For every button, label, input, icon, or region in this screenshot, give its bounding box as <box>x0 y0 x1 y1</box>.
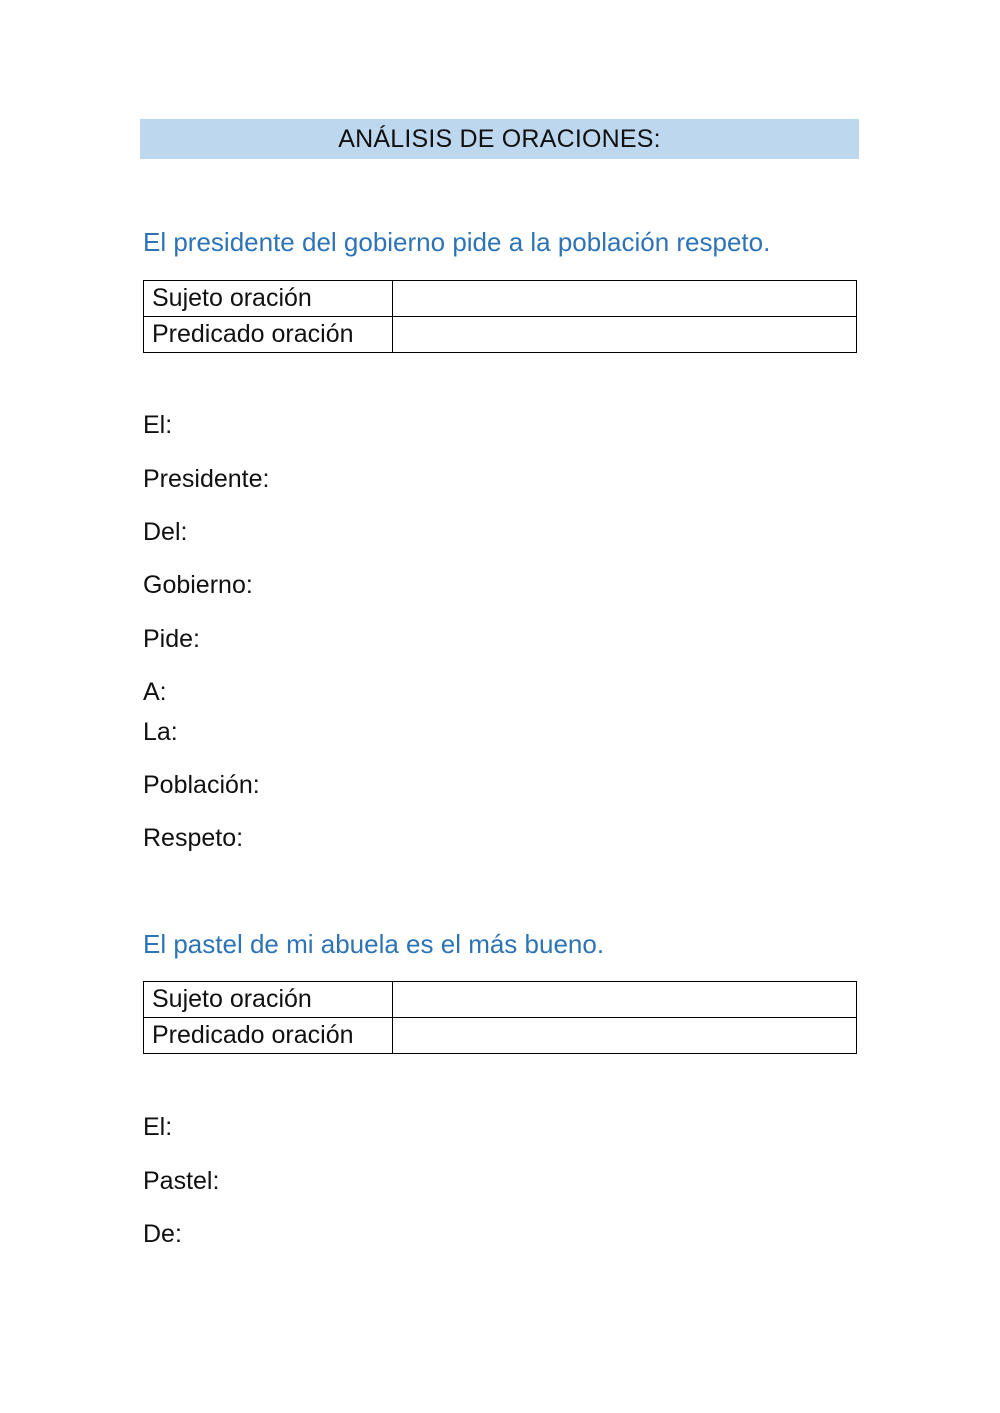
word-label: Respeto: <box>143 824 244 852</box>
predicate-answer-field[interactable] <box>393 1018 857 1054</box>
subject-answer-field[interactable] <box>393 982 857 1018</box>
word-label: El: <box>143 1113 173 1141</box>
predicate-label: Predicado oración <box>144 1018 393 1054</box>
word-label: Población: <box>143 771 260 799</box>
sentence-2: El pastel de mi abuela es el más bueno. <box>143 929 605 959</box>
word-label: Pastel: <box>143 1167 220 1195</box>
table-row <box>144 281 857 317</box>
word-label: La: <box>143 718 178 746</box>
word-label: El: <box>143 411 173 439</box>
subject-label: Sujeto oración <box>144 982 393 1018</box>
predicate-answer-field[interactable] <box>393 317 857 353</box>
analysis-table-1 <box>143 280 857 353</box>
subject-label: Sujeto oración <box>144 281 393 317</box>
word-label: De: <box>143 1220 182 1248</box>
word-label: Pide: <box>143 625 200 653</box>
word-label: Presidente: <box>143 465 270 493</box>
word-label: A: <box>143 678 167 706</box>
predicate-label: Predicado oración <box>144 317 393 353</box>
word-label: Gobierno: <box>143 571 253 599</box>
table-row <box>144 982 857 1018</box>
analysis-table-2 <box>143 981 857 1054</box>
subject-answer-field[interactable] <box>393 281 857 317</box>
sentence-1: El presidente del gobierno pide a la población respeto. <box>143 227 771 257</box>
table-row <box>144 1018 857 1054</box>
page-title: ANÁLISIS DE ORACIONES: <box>140 119 859 159</box>
table-row <box>144 317 857 353</box>
word-label: Del: <box>143 518 188 546</box>
